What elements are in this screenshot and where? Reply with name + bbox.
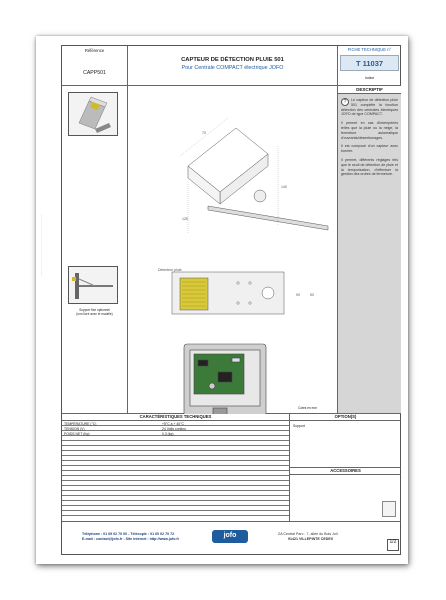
left-panel xyxy=(62,86,128,414)
row-label: TEMPÉRATURE (°C) xyxy=(64,421,97,426)
row-label: POIDS NET (Kg) xyxy=(64,431,90,436)
sheet-frame xyxy=(40,45,401,555)
footer xyxy=(62,522,401,555)
fiche-number: T 11037 xyxy=(340,55,399,71)
brand-logo: jofo xyxy=(212,530,248,543)
option-item: Support xyxy=(293,424,305,428)
row-label: TENSION (V) xyxy=(64,426,85,431)
footer-address-1: ZA Central Parc - 7, allée du Bois Joli xyxy=(278,532,338,536)
support-caption: Support fixe optionnel (non livré avec le modèle) xyxy=(76,308,113,316)
dim-label-5: 50 xyxy=(310,293,314,297)
description-text xyxy=(341,98,398,181)
fiche-label: FICHE TECHNIQUE n° xyxy=(347,47,392,52)
drawing-area xyxy=(128,86,338,414)
page-subtitle: Pour Centrale COMPACT électrique JOFO xyxy=(181,65,284,71)
technical-sheet xyxy=(36,36,408,564)
dim-label-2: 125 xyxy=(182,217,188,221)
reference-value: CAPP501 xyxy=(83,70,106,76)
footer-address-2: 91421 VILLEPINTE CEDEX xyxy=(288,537,334,541)
drawing-footnote: Cotes en mm xyxy=(298,406,317,410)
fiche-box xyxy=(338,46,401,86)
dim-label-3: 140 xyxy=(281,185,287,189)
dim-label-4: 90 xyxy=(296,293,300,297)
technical-drawing xyxy=(128,86,338,414)
characteristics-heading: CARACTÉRISTIQUES TECHNIQUES xyxy=(62,414,289,421)
certification-mark xyxy=(382,501,396,517)
page-number: 1/2 xyxy=(387,539,399,551)
row-value: 0,3 (kg) xyxy=(162,431,174,436)
support-photo xyxy=(68,266,118,304)
characteristics-table xyxy=(62,414,290,522)
row-value: +5°C à + 40°C xyxy=(162,421,184,426)
options-heading: OPTION(S) xyxy=(290,414,401,421)
description-paragraph: Le capteur de détection pluie 501 complète la fonction détection des centrales électriques JOFO de type COMPACT. xyxy=(341,98,398,117)
footer-phone: Téléphone : 01 69 02 70 00 - Télécopie : 01 60 02 70 72 xyxy=(82,532,175,536)
table-row xyxy=(62,511,289,516)
description-paragraph: Il permet, différents réglages tels que le seuil de détection de pluie et la temporisation, d'effectuer la gestion des ordres de fermeture. xyxy=(341,157,398,177)
row-value: 24 Volts continu xyxy=(162,426,186,431)
description-heading: DESCRIPTIF xyxy=(338,86,401,94)
footer-email: E-mail : contact@jofo.fr - Site internet : http://www.jofo.fr xyxy=(82,537,180,541)
description-panel xyxy=(338,86,401,414)
accessories-heading: ACCESSOIRES xyxy=(290,468,401,475)
indice-label: Indice xyxy=(364,76,375,80)
page-title: CAPTEUR DE DÉTECTION PLUIE 501 xyxy=(181,57,284,63)
accessories-box xyxy=(290,468,401,522)
description-paragraph: Il est composé d'un capteur avec bornier. xyxy=(341,144,398,154)
description-paragraph: Il permet en cas d'intempéries telles que la pluie ou la neige, la fermeture automatique d'ouvrants/désenfumages. xyxy=(341,121,398,140)
options-box xyxy=(290,414,401,468)
sensor-label: Détecteur pluie xyxy=(158,268,182,272)
title-box xyxy=(128,46,338,86)
reference-box xyxy=(62,46,128,86)
legal-notice: ········································································ xyxy=(40,213,43,276)
reference-label: Référence xyxy=(84,48,105,53)
sensor-photo xyxy=(68,92,118,136)
help-icon: ? xyxy=(341,98,349,106)
dim-label-1: 70 xyxy=(202,131,206,135)
